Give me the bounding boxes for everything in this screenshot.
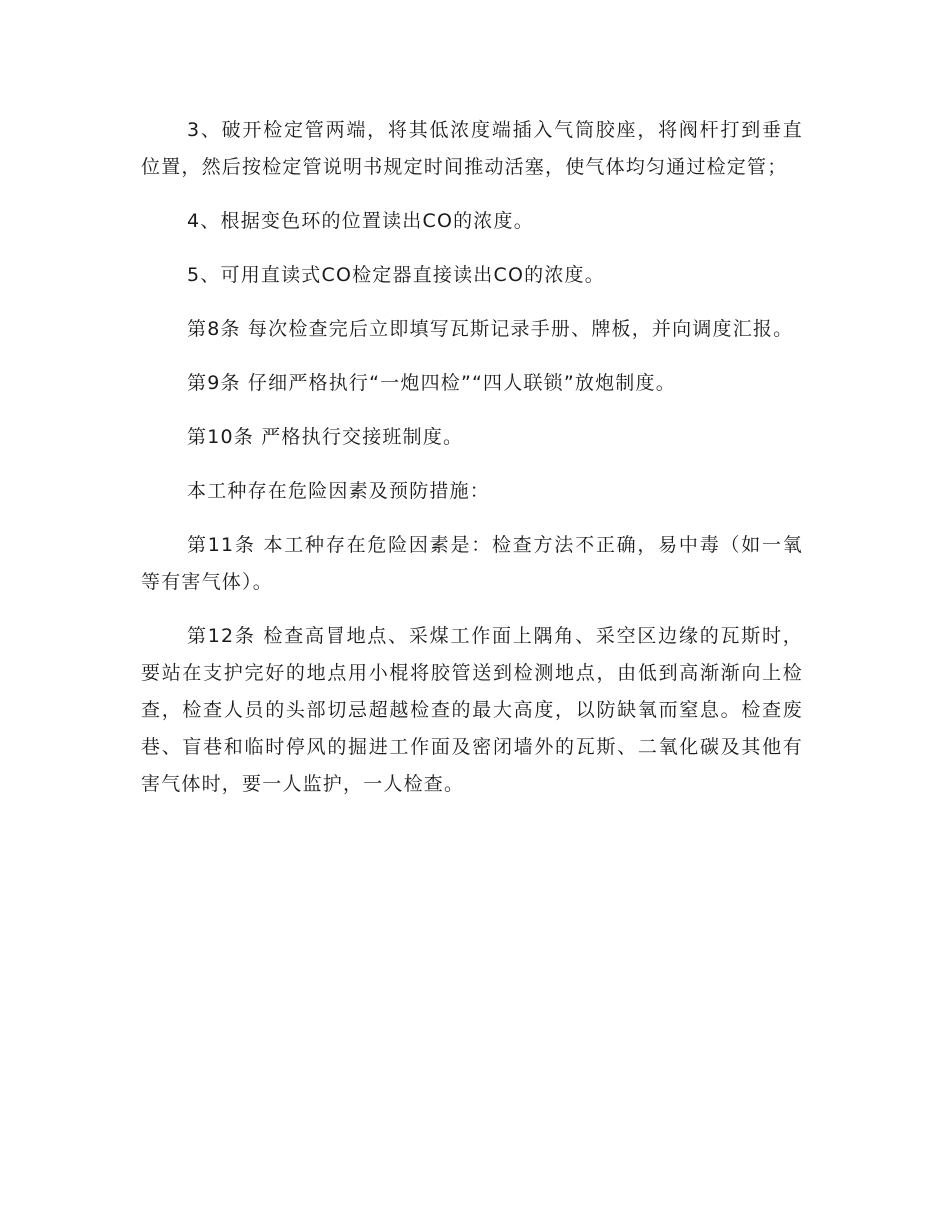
paragraph-step-5: 5、可用直读式CO检定器直接读出CO的浓度。 <box>187 264 605 286</box>
paragraph-article-10: 第10条 严格执行交接班制度。 <box>187 426 464 448</box>
section-heading-hazards: 本工种存在危险因素及预防措施： <box>187 480 491 502</box>
paragraph-article-9: 第9条 仔细严格执行“一炮四检”“四人联锁”放炮制度。 <box>187 372 676 394</box>
paragraph-step-4: 4、根据变色环的位置读出CO的浓度。 <box>187 210 534 232</box>
document-body <box>141 112 803 820</box>
paragraph-article-11: 第11条 本工种存在危险因素是：检查方法不正确，易中毒（如一氧等有害气体）。 <box>141 534 803 593</box>
paragraph-article-12: 第12条 检查高冒地点、采煤工作面上隅角、采空区边缘的瓦斯时，要站在支护完好的地点用小棍将胶管送到检测地点，由低到高渐渐向上检查，检查人员的头部切忌超越检查的最大高度，以防缺氧而窒息。检查废巷、盲巷和临时停风的掘进工作面及密闭墙外的瓦斯、二氧化碳及其他有害气体时，要一人监护，一人检查。 <box>141 625 803 795</box>
paragraph-article-8: 第8条 每次检查完后立即填写瓦斯记录手册、牌板，并向调度汇报。 <box>187 318 794 340</box>
paragraph-step-3: 3、破开检定管两端，将其低浓度端插入气筒胶座，将阀杆打到垂直位置，然后按检定管说明书规定时间推动活塞，使气体均匀通过检定管； <box>141 119 803 178</box>
